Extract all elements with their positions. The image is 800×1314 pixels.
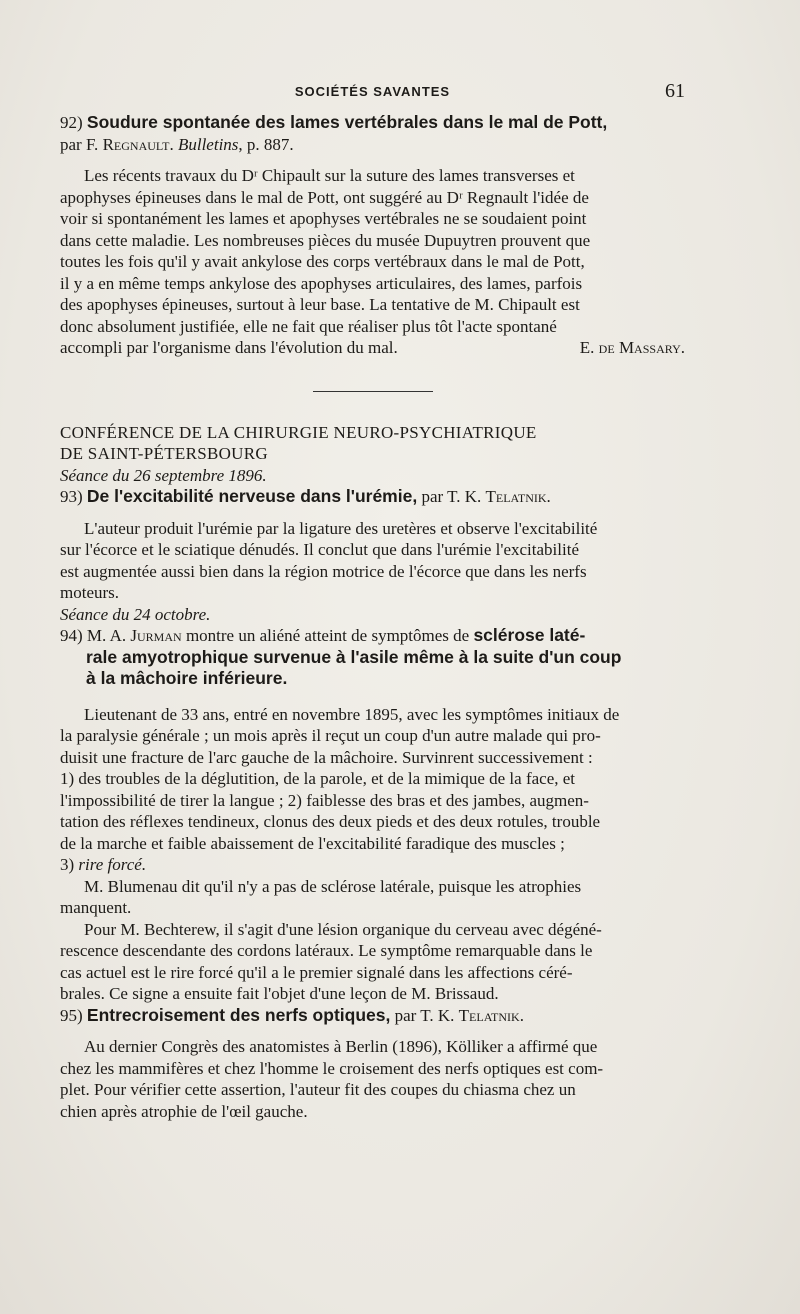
- rire-force: rire forcé.: [78, 855, 147, 874]
- running-title: SOCIÉTÉS SAVANTES: [294, 84, 451, 99]
- last-line: accompli par l'organisme dans l'évolution du mal.: [60, 338, 398, 357]
- text-line: cas actuel est le rire forcé qu'il a le premier signalé dans les affections céré-: [60, 962, 573, 982]
- abstract-95-heading: [60, 1005, 685, 1027]
- byline-prefix: par T. K.: [390, 1005, 459, 1025]
- byline-prefix: par F.: [60, 134, 103, 154]
- text-line: manquent.: [60, 898, 132, 917]
- abstract-93-title: De l'excitabilité nerveuse dans l'urémie,: [86, 486, 418, 506]
- text-line: la paralysie générale ; un mois après il reçut un coup d'un autre malade qui pro-: [60, 726, 601, 745]
- text-line: dans cette maladie. Les nombreuses pièces du musée Dupuytren prouvent que: [60, 230, 591, 250]
- text-line: Au dernier Congrès des anatomistes à Berlin (1896), Kölliker a affirmé que: [84, 1037, 598, 1056]
- abstract-93-author: Telatnik.: [485, 487, 551, 506]
- signature-name: Massary.: [618, 338, 685, 357]
- abstract-92-body: [60, 165, 685, 359]
- text-line: 1) des troubles de la déglutition, de la parole, et de la mimique de la face, et: [60, 769, 576, 788]
- abstract-92-journal: Bulletins: [177, 134, 239, 154]
- text-line: Pour M. Bechterew, il s'agit d'une lésion organique du cerveau avec dégéné-: [84, 919, 602, 939]
- signature-initial: E. de: [579, 338, 619, 357]
- abstract-94-title-line3: à la mâchoire inférieure.: [86, 668, 288, 688]
- page-number: 61: [665, 80, 685, 102]
- text-line: apophyses épineuses dans le mal de Pott, ont suggéré au Dʳ Regnault l'idée de: [60, 187, 589, 207]
- text-line: donc absolument justifiée, elle ne fait que réaliser plus tôt l'acte spontané: [60, 316, 557, 336]
- page-content: [60, 112, 685, 1122]
- conference-title-line1: CONFÉRENCE DE LA CHIRURGIE NEURO-PSYCHIATRIQUE: [60, 422, 537, 442]
- text-line: tation des réflexes tendineux, clonus des deux pieds et des deux rotules, trouble: [60, 812, 601, 831]
- text-line: plet. Pour vérifier cette assertion, l'auteur fit des coupes du chiasma chez un: [60, 1080, 576, 1099]
- abstract-93-number: 93): [60, 487, 83, 506]
- section-divider: [313, 391, 433, 392]
- abstract-92-heading: [60, 112, 685, 134]
- text-line: rescence descendante des cordons latéraux. Le symptôme remarquable dans le: [60, 941, 593, 960]
- abstract-94-number: 94): [60, 626, 83, 645]
- abstract-94-heading-line1: [60, 625, 685, 647]
- abstract-92-title: Soudure spontanée des lames vertébrales dans le mal de Pott,: [86, 112, 608, 132]
- abstract-94-body: [60, 704, 685, 1005]
- abstract-95-title: Entrecroisement des nerfs optiques,: [86, 1004, 391, 1025]
- text-line: est augmentée aussi bien dans la région motrice de l'écorce que dans les nerfs: [60, 561, 587, 581]
- byline-prefix: par T. K.: [417, 487, 486, 506]
- text-line: il y a en même temps ankylose des apophyses articulaires, des lames, parfois: [60, 273, 583, 293]
- abstract-94-title-line2: rale amyotrophique survenue à l'asile même à la suite d'un coup: [86, 646, 622, 667]
- text-line-rire: [60, 854, 685, 876]
- abstract-92-page: , p. 887.: [238, 134, 294, 154]
- text-line: M. Blumenau dit qu'il n'y a pas de sclérose latérale, puisque les atrophies: [84, 876, 582, 896]
- conference-title-line2: DE SAINT-PÉTERSBOURG: [60, 444, 268, 463]
- abstract-95-body: [60, 1036, 685, 1122]
- abstract-93-heading: [60, 486, 685, 508]
- abstract-92-author: Regnault: [102, 134, 170, 154]
- abstract-94-heading: [60, 625, 685, 690]
- abstract-94-heading-line3: [60, 668, 685, 690]
- abstract-94-author: Jurman: [130, 626, 182, 645]
- byline-dot: .: [169, 134, 178, 154]
- text-line: sur l'écorce et le sciatique dénudés. Il conclut que dans l'urémie l'excitabilité: [60, 540, 579, 559]
- text-line: chez les mammifères et chez l'homme le croisement des nerfs optiques est com-: [60, 1058, 604, 1078]
- abstract-93-body: [60, 518, 685, 604]
- rire-number: 3): [60, 855, 79, 874]
- abstract-95-number: 95): [60, 1005, 83, 1025]
- text-line: moteurs.: [60, 583, 120, 602]
- signature: [580, 337, 685, 359]
- text-line: l'impossibilité de tirer la langue ; 2) faiblesse des bras et des jambes, augmen-: [60, 790, 589, 810]
- text-line: des apophyses épineuses, surtout à leur base. La tentative de M. Chipault est: [60, 295, 580, 314]
- text-line: voir si spontanément les lames et apophyses vertébrales ne se soudaient point: [60, 209, 587, 228]
- abstract-94-intro: M. A.: [82, 626, 131, 645]
- abstract-92-byline: [60, 134, 685, 156]
- text-line: brales. Ce signe a ensuite fait l'objet d'une leçon de M. Brissaud.: [60, 984, 499, 1003]
- text-line: Les récents travaux du Dʳ Chipault sur la suture des lames transverses et: [84, 166, 575, 185]
- text-line: toutes les fois qu'il y avait ankylose des corps vertébraux dans le mal de Pott,: [60, 252, 585, 271]
- text-line: L'auteur produit l'urémie par la ligature des uretères et observe l'excitabilité: [84, 518, 598, 538]
- seance-date-2: Séance du 24 octobre.: [60, 604, 211, 624]
- abstract-94-intro-rest: montre un aliéné atteint de symptômes de: [181, 626, 474, 645]
- text-line: de la marche et faible abaissement de l'excitabilité faradique des muscles ;: [60, 833, 565, 853]
- seance-date-1: Séance du 26 septembre 1896.: [60, 465, 267, 485]
- abstract-94-heading-line2: [60, 647, 685, 669]
- text-line: duisit une fracture de l'arc gauche de la mâchoire. Survinrent successivement :: [60, 747, 593, 767]
- abstract-94-title-part1: sclérose laté-: [473, 625, 586, 645]
- text-line: chien après atrophie de l'œil gauche.: [60, 1101, 308, 1121]
- abstract-92-number: 92): [60, 113, 83, 132]
- abstract-95-author: Telatnik.: [458, 1005, 524, 1025]
- text-line: Lieutenant de 33 ans, entré en novembre 1895, avec les symptômes initiaux de: [84, 704, 620, 724]
- text-line-signature: [60, 337, 685, 359]
- running-head: [60, 80, 685, 102]
